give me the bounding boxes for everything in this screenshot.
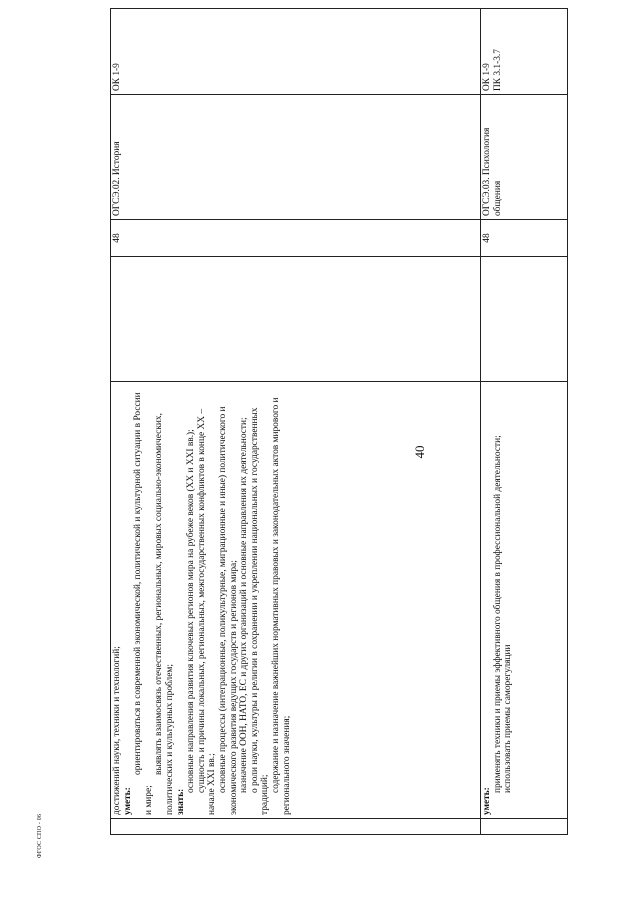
competencies-cell-psychology: ОК 1-9 ПК 3.1-3.7	[481, 9, 568, 95]
curriculum-table-rotated	[110, 45, 568, 835]
content-line: использовать приемы саморегуляции	[503, 644, 514, 793]
content-line: уметь:	[482, 787, 492, 815]
content-line: основные процессы (интеграционные, поликультурные, миграционные и иные) политического и экономического развития ведущих государств и регионов мира;	[217, 406, 239, 815]
footer-code: ФГОС СПО - 06	[37, 813, 43, 859]
content-line: основные направления развития ключевых регионов мира на рубеже веков (XX и XXI вв.);	[186, 429, 197, 793]
content-line: знать:	[175, 788, 186, 815]
curriculum-table	[110, 8, 568, 835]
discipline-cell-history: ОГСЭ.02. История	[111, 95, 481, 220]
page-number: 40	[412, 445, 427, 459]
content-line: сущность и причины локальных, региональных, межгосударственных конфликтов в конце XX – начале XXI вв.;	[196, 408, 218, 815]
content-line: о роли науки, культуры и религии в сохранении и укреплении национальных и государственных традиций;	[249, 407, 271, 815]
content-line: выявлять взаимосвязь отечественных, региональных, мировых социально-экономических, политических и культурных проблем;	[154, 413, 175, 815]
content-list-psychology	[482, 385, 514, 815]
content-cell-history	[111, 382, 481, 819]
table-row-history	[111, 9, 481, 835]
content-line: уметь:	[122, 787, 133, 815]
content-list-history	[112, 385, 292, 815]
max-hours-cell	[111, 257, 481, 382]
competencies-cell-history: ОК 1-9	[111, 9, 481, 95]
content-line: назначение ООН, НАТО, ЕС и других организаций и основные направления их деятельности;	[239, 417, 250, 793]
table-row-psychology	[481, 9, 568, 835]
content-line: содержание и назначение важнейших нормативных правовых и законодательных актов мирового и регионального значения;	[270, 397, 292, 815]
content-line: применять техники и приемы эффективного общения в профессиональной деятельности;	[492, 435, 503, 793]
hours-cell-history: 48	[111, 220, 481, 257]
discipline-cell-psychology: ОГСЭ.03. Психология общения	[481, 95, 568, 220]
hours-cell-psychology: 48	[481, 220, 568, 257]
content-cell-psychology	[481, 382, 568, 819]
index-cell	[111, 819, 481, 835]
content-line: достижений науки, техники и технологий;	[112, 646, 122, 815]
content-line: ориентироваться в современной экономической, политической и культурной ситуации в России и мире;	[133, 392, 154, 815]
index-cell	[481, 819, 568, 835]
max-hours-cell	[481, 257, 568, 382]
